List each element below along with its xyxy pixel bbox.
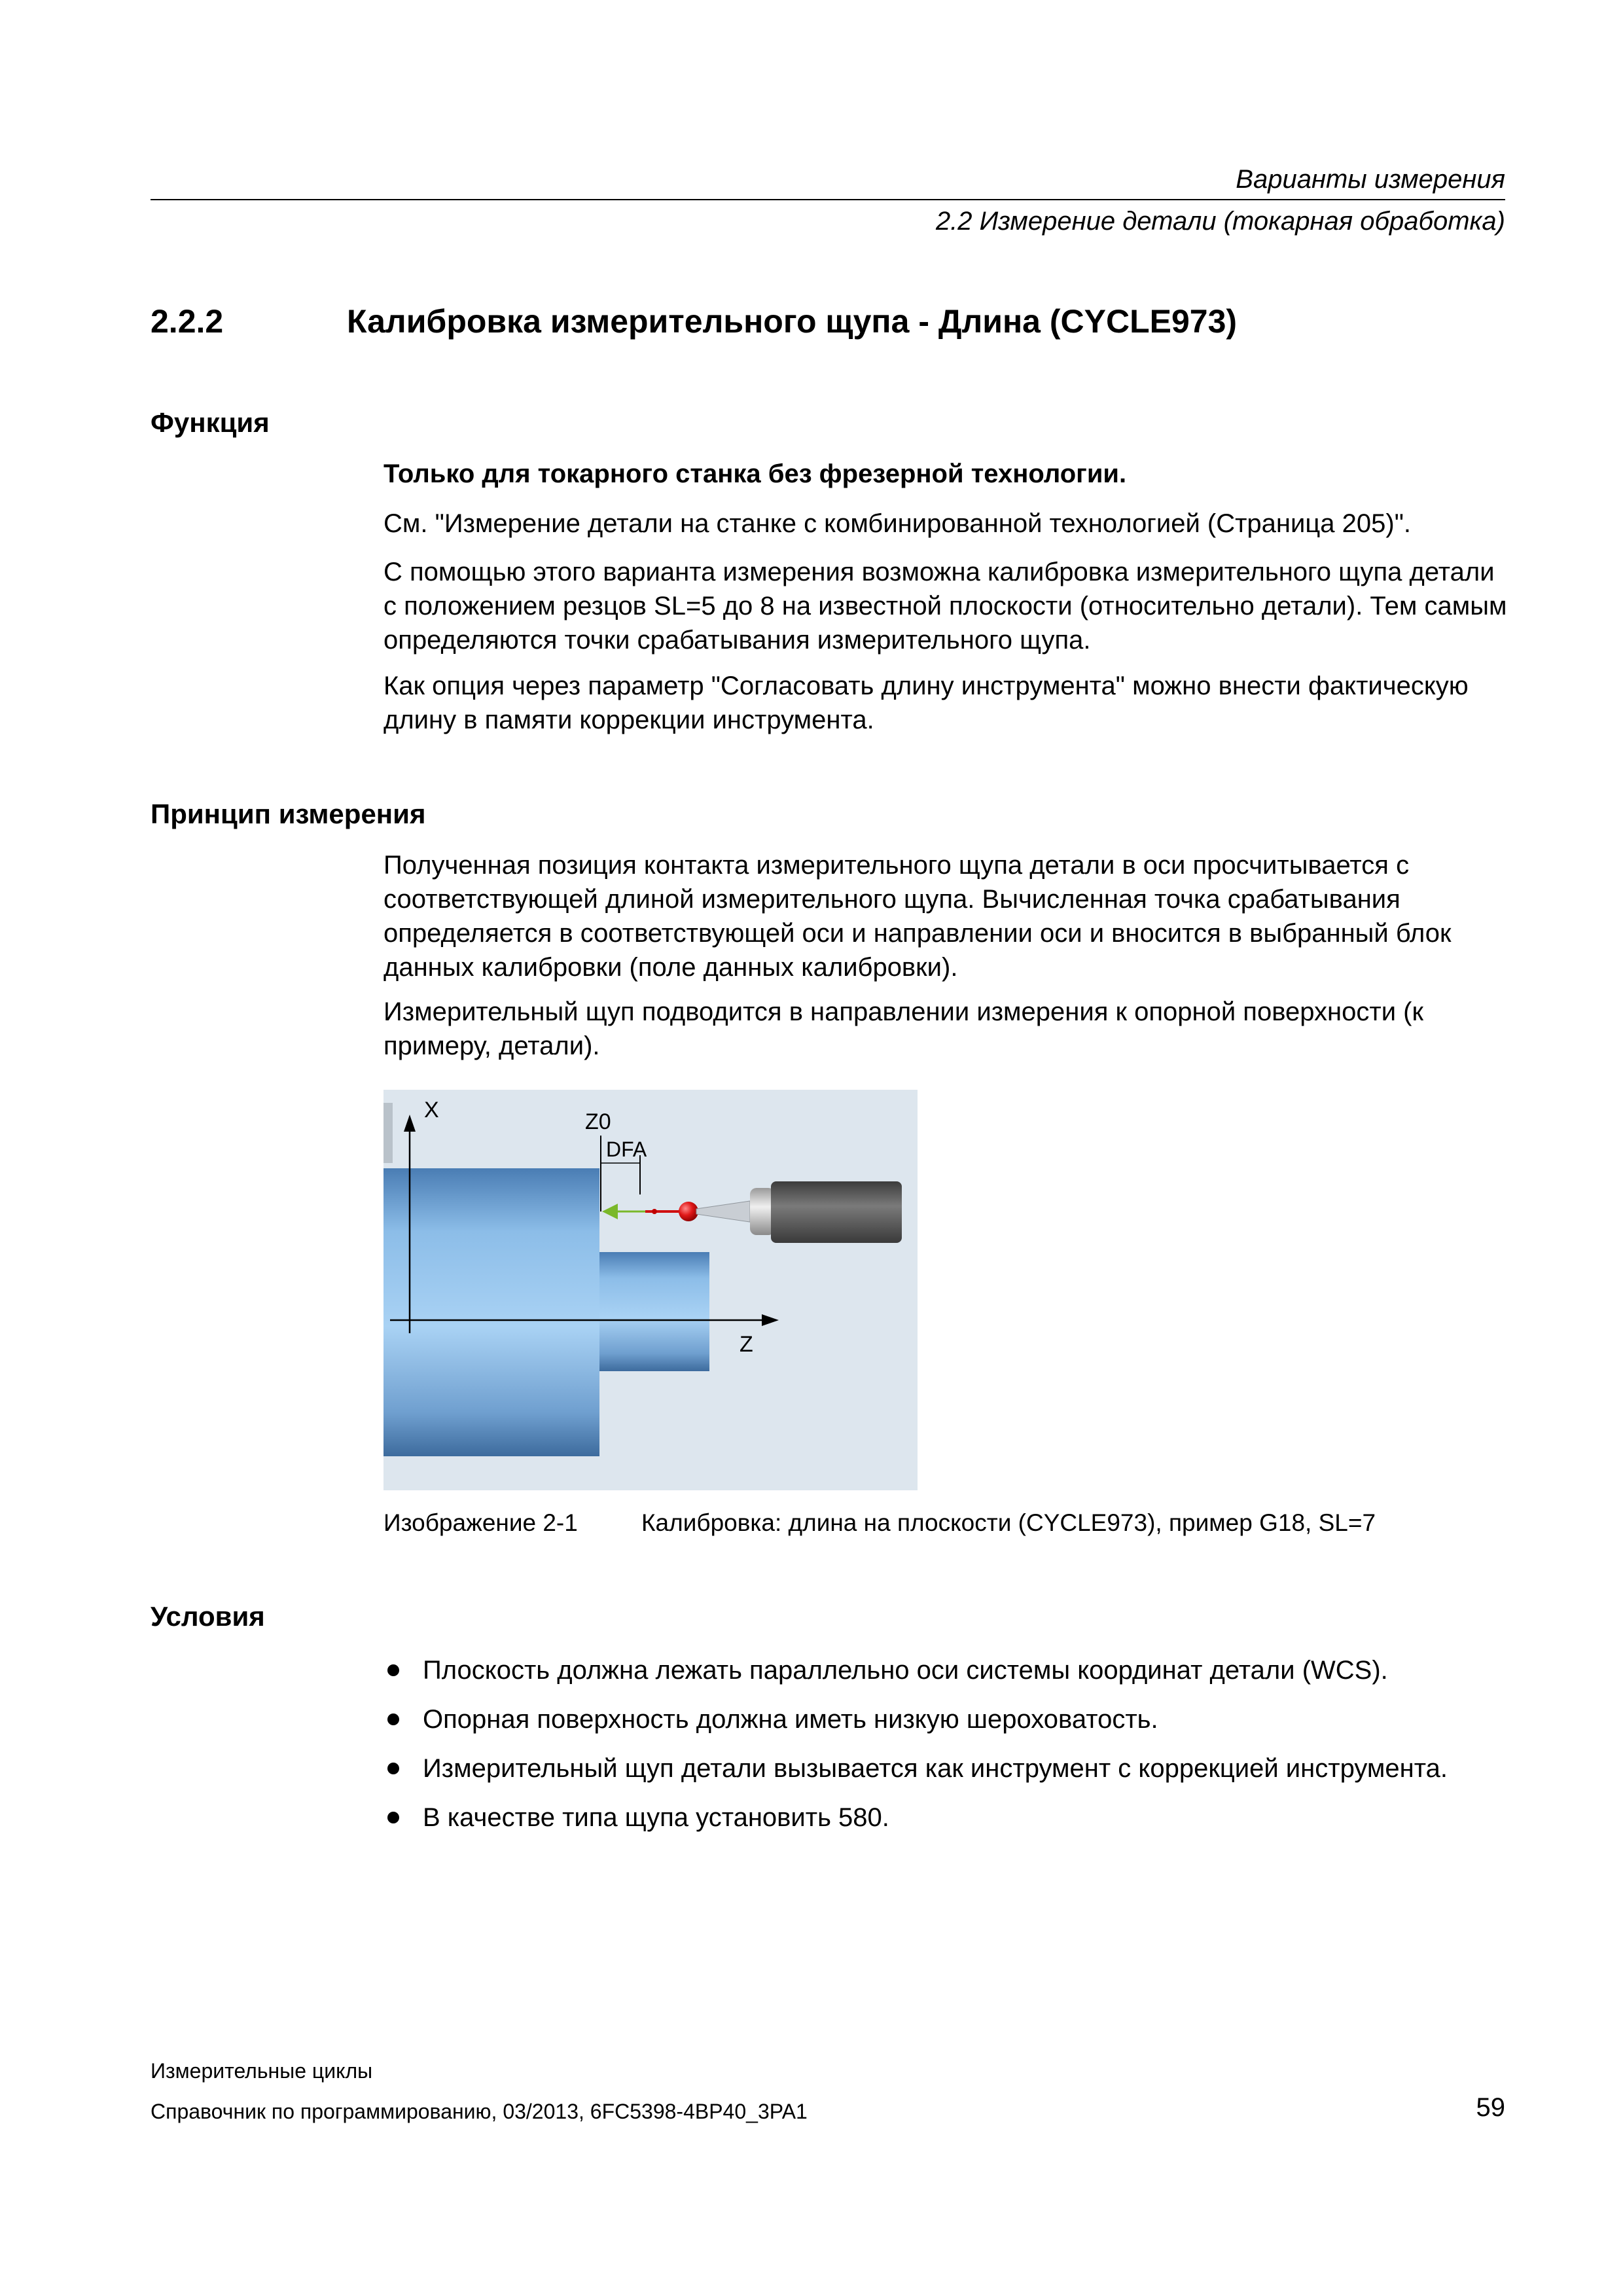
section-number: 2.2.2 bbox=[151, 303, 224, 340]
conditions-list bbox=[383, 1653, 1509, 1850]
figure-caption-number: Изображение 2-1 bbox=[383, 1509, 578, 1536]
bullet-icon bbox=[387, 1812, 399, 1823]
bullet-icon bbox=[387, 1664, 399, 1676]
footer-title: Измерительные циклы bbox=[151, 2059, 373, 2083]
x-axis-label: X bbox=[424, 1098, 439, 1122]
principle-heading: Принцип измерения bbox=[151, 798, 426, 829]
z-axis-label: Z bbox=[740, 1332, 753, 1357]
function-note-text: Только для токарного станка без фрезерной технологии. bbox=[383, 459, 1127, 488]
chuck-jaw-top bbox=[383, 1103, 393, 1163]
list-item-text: Опорная поверхность должна иметь низкую шероховатость. bbox=[423, 1705, 1158, 1734]
header-rule bbox=[151, 199, 1505, 200]
function-paragraph-1: См. "Измерение детали на станке с комбинированной технологией (Страница 205)". bbox=[383, 509, 1411, 538]
probe-holder bbox=[771, 1181, 902, 1243]
bullet-icon bbox=[387, 1713, 399, 1725]
function-note bbox=[383, 457, 1509, 491]
function-heading: Функция bbox=[151, 407, 270, 438]
function-paragraph-2: С помощью этого варианта измерения возможна калибровка измерительного щупа детали с положением резцов SL=5 до 8 на известной плоскости (относительно детали). Тем самым определяются точки срабатывания измерительного щупа. bbox=[383, 558, 1507, 655]
probe-contact-dot bbox=[652, 1209, 657, 1214]
z0-label: Z0 bbox=[585, 1109, 611, 1134]
dfa-label: DFA bbox=[606, 1138, 647, 1161]
list-item-text: Измерительный щуп детали вызывается как инструмент с коррекцией инструмента. bbox=[423, 1754, 1448, 1783]
section-title bbox=[151, 302, 1237, 340]
principle-paragraph-1: Полученная позиция контакта измерительного щупа детали в оси просчитывается с соответствующей длиной измерительного щупа. Вычисленная точка срабатывания определяется в соответствующей оси и направлении оси и вносится в выбранный блок данных калибровки (поле данных калибровки). bbox=[383, 851, 1452, 982]
bullet-icon bbox=[387, 1763, 399, 1774]
section-title-text: Калибровка измерительного щупа - Длина (CYCLE973) bbox=[347, 303, 1238, 340]
header-chapter: Варианты измерения bbox=[1236, 165, 1505, 194]
figure-caption-text: Калибровка: длина на плоскости (CYCLE973), пример G18, SL=7 bbox=[641, 1509, 1376, 1536]
list-item bbox=[383, 1702, 1509, 1736]
principle-paragraph-2: Измерительный щуп подводится в направлении измерения к опорной поверхности (к примеру, детали). bbox=[383, 997, 1423, 1060]
list-item bbox=[383, 1801, 1509, 1835]
calibration-figure bbox=[383, 1090, 918, 1490]
list-item-text: В качестве типа щупа установить 580. bbox=[423, 1803, 889, 1832]
conditions-heading: Условия bbox=[151, 1601, 265, 1632]
page-number: 59 bbox=[1476, 2093, 1505, 2122]
workpiece-main bbox=[383, 1168, 599, 1456]
probe-ball bbox=[679, 1202, 698, 1221]
footer-reference: Справочник по программированию, 03/2013, 6FC5398-4BP40_3PA1 bbox=[151, 2100, 808, 2123]
function-paragraph-3: Как опция через параметр "Согласовать длину инструмента" можно внести фактическую длину в памяти коррекции инструмента. bbox=[383, 672, 1469, 734]
header-section: 2.2 Измерение детали (токарная обработка) bbox=[935, 207, 1505, 236]
list-item bbox=[383, 1653, 1509, 1687]
list-item-text: Плоскость должна лежать параллельно оси системы координат детали (WCS). bbox=[423, 1656, 1388, 1685]
figure-caption bbox=[383, 1509, 1376, 1537]
workpiece-step bbox=[599, 1252, 709, 1371]
list-item bbox=[383, 1751, 1509, 1785]
